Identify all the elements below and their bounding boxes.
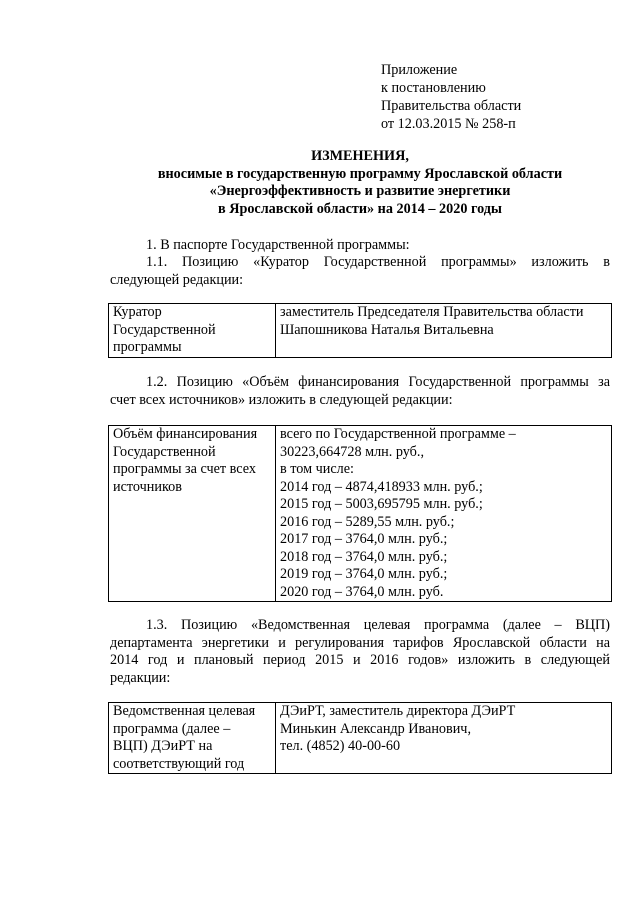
table-cell-value [276, 703, 612, 774]
appendix-line: от 12.03.2015 № 258-п [381, 116, 516, 132]
cell-line: 2015 год – 5003,695795 млн. руб.; [280, 496, 483, 512]
cell-line: Государственной [113, 443, 216, 460]
paragraph-line: 1.1. Позицию «Куратор Государственной программы» изложить в [146, 254, 610, 270]
cell-line: ВЦП) ДЭиРТ на [113, 738, 213, 754]
item-1-1-paragraph [110, 254, 610, 289]
paragraph-line: редакции: [110, 669, 171, 686]
paragraph-line: 1. В паспорте Государственной программы: [146, 237, 410, 253]
appendix-line: к постановлению [381, 80, 486, 96]
table-cell-label [109, 426, 276, 602]
cell-line: программы [113, 339, 182, 355]
cell-line: Минькин Александр Иванович, [280, 720, 471, 737]
title-line: в Ярославской области» на 2014 – 2020 годы [217, 200, 503, 217]
appendix-line: Правительства области [381, 98, 522, 114]
cell-line: Объём финансирования [113, 426, 258, 442]
appendix-header [381, 62, 621, 134]
item-1-2-paragraph [110, 374, 610, 409]
cell-line: в том числе: [280, 461, 354, 477]
table-row [109, 703, 612, 774]
table-row [109, 304, 612, 358]
table-cell-label [109, 703, 276, 774]
title-line: ИЗМЕНЕНИЯ, [311, 148, 409, 164]
cell-line: Ведомственная целевая [113, 703, 256, 719]
title-line: вносимые в государственную программу Ярославской области [157, 165, 563, 182]
cell-line: ДЭиРТ, заместитель директора ДЭиРТ [280, 703, 516, 719]
cell-line: 30223,664728 млн. руб., [280, 443, 424, 460]
cell-line: программа (далее – [113, 720, 231, 737]
paragraph-line: 2014 год и плановый период 2015 и 2016 годов» изложить в следующей [110, 652, 610, 668]
title-line: «Энергоэффективность и развитие энергетики [209, 183, 511, 199]
cell-line: соответствующий год [113, 755, 245, 772]
table-row [109, 426, 612, 602]
cell-line: 2014 год – 4874,418933 млн. руб.; [280, 478, 483, 495]
cell-line: 2016 год – 5289,55 млн. руб.; [280, 513, 455, 530]
cell-line: 2017 год – 3764,0 млн. руб.; [280, 531, 448, 547]
funding-table [108, 425, 612, 602]
curator-table [108, 303, 612, 358]
target-program-table [108, 702, 612, 774]
appendix-line: Приложение [381, 62, 458, 78]
cell-line: Куратор [113, 304, 162, 320]
paragraph-line: счет всех источников» изложить в следующей редакции: [110, 391, 453, 408]
paragraph-line: департамента энергетики и регулирования тарифов Ярославской области на [110, 634, 610, 651]
cell-line: программы за счет всех [113, 461, 256, 477]
table-cell-value [276, 426, 612, 602]
document-title [110, 148, 610, 218]
cell-line: источников [113, 478, 182, 495]
cell-line: 2019 год – 3764,0 млн. руб.; [280, 566, 448, 582]
cell-line: 2018 год – 3764,0 млн. руб.; [280, 548, 448, 565]
paragraph-line: 1.2. Позицию «Объём финансирования Государственной программы за [146, 374, 610, 390]
paragraph-line: 1.3. Позицию «Ведомственная целевая программа (далее – ВЦП) [146, 617, 610, 633]
paragraph-line: следующей редакции: [110, 271, 244, 288]
cell-line: всего по Государственной программе – [280, 426, 516, 442]
cell-line: Шапошникова Наталья Витальевна [280, 321, 494, 338]
cell-line: 2020 год – 3764,0 млн. руб. [280, 583, 444, 600]
table-cell-value [276, 304, 612, 358]
item-1-3-paragraph [110, 617, 610, 687]
cell-line: Государственной [113, 321, 216, 338]
table-cell-label [109, 304, 276, 358]
cell-line: заместитель Председателя Правительства области [280, 304, 584, 320]
section-1-intro [110, 237, 610, 255]
cell-line: тел. (4852) 40-00-60 [280, 738, 401, 754]
